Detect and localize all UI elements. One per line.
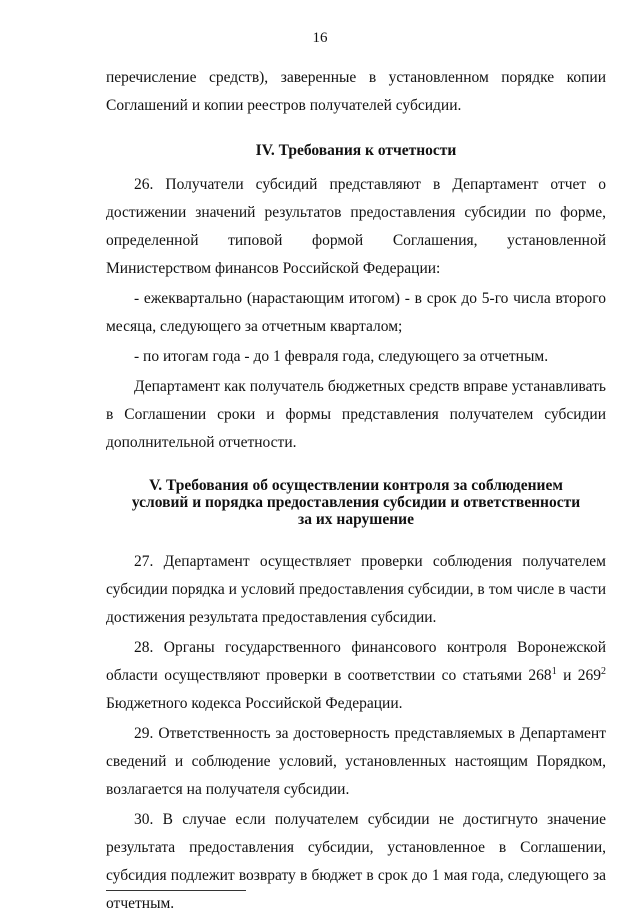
paragraph-department: Департамент как получатель бюджетных средств вправе устанавливать в Соглашении сроки и формы представления получателем субсидии дополнительной отчетности. — [106, 378, 606, 451]
intro-paragraph: перечисление средств), заверенные в установленном порядке копии Соглашений и копии реестров получателей субсидии. — [106, 69, 606, 114]
paragraph-26: 26. Получатели субсидий представляют в Департамент отчет о достижении значений результатов предоставления субсидии по форме, определенной типовой формой Соглашения, установленной Министерством финансов Российской Федерации: — [106, 176, 606, 277]
article-269-superscript: 2 — [601, 665, 606, 677]
paragraph-29: 29. Ответственность за достоверность представляемых в Департамент сведений и соблюдение условий, установленных настоящим Порядком, возлагается на получателя субсидии. — [106, 725, 606, 798]
section-5-title — [106, 477, 606, 528]
paragraph-28-start: 28. Органы государственного финансового контроля Воронежской области осуществляют проверки в соответствии со статьями 268 — [106, 639, 606, 684]
paragraph-30: 30. В случае если получателем субсидии не достигнуто значение результата предоставления субсидии, установленное в Соглашении, субсидия подлежит возврату в бюджет в срок до 1 мая года, следующего за отчетным. — [106, 811, 606, 912]
section-5-title-line-3: за их нарушение — [298, 511, 414, 528]
bullet-annual: - по итогам года - до 1 февраля года, следующего за отчетным. — [134, 348, 549, 365]
paragraph-28-mid: и 269 — [556, 667, 601, 684]
document-body — [106, 64, 606, 920]
paragraph-28-end: Бюджетного кодекса Российской Федерации. — [106, 695, 403, 712]
bullet-quarterly: - ежеквартально (нарастающим итогом) - в срок до 5-го числа второго месяца, следующего за отчетным кварталом; — [106, 290, 606, 335]
paragraph-28 — [106, 634, 606, 718]
footer-rule — [106, 890, 246, 891]
section-5-title-line-1: V. Требования об осуществлении контроля за соблюдением — [149, 477, 563, 494]
page-number: 16 — [312, 30, 328, 46]
paragraph-27: 27. Департамент осуществляет проверки соблюдения получателем субсидии порядка и условий предоставления субсидии, в том числе в части достижения результата предоставления субсидии. — [106, 553, 606, 626]
section-5-title-line-2: условий и порядка предоставления субсидии и ответственности — [131, 494, 581, 511]
article-268-superscript: 1 — [551, 665, 557, 677]
section-4-title: IV. Требования к отчетности — [255, 142, 457, 159]
